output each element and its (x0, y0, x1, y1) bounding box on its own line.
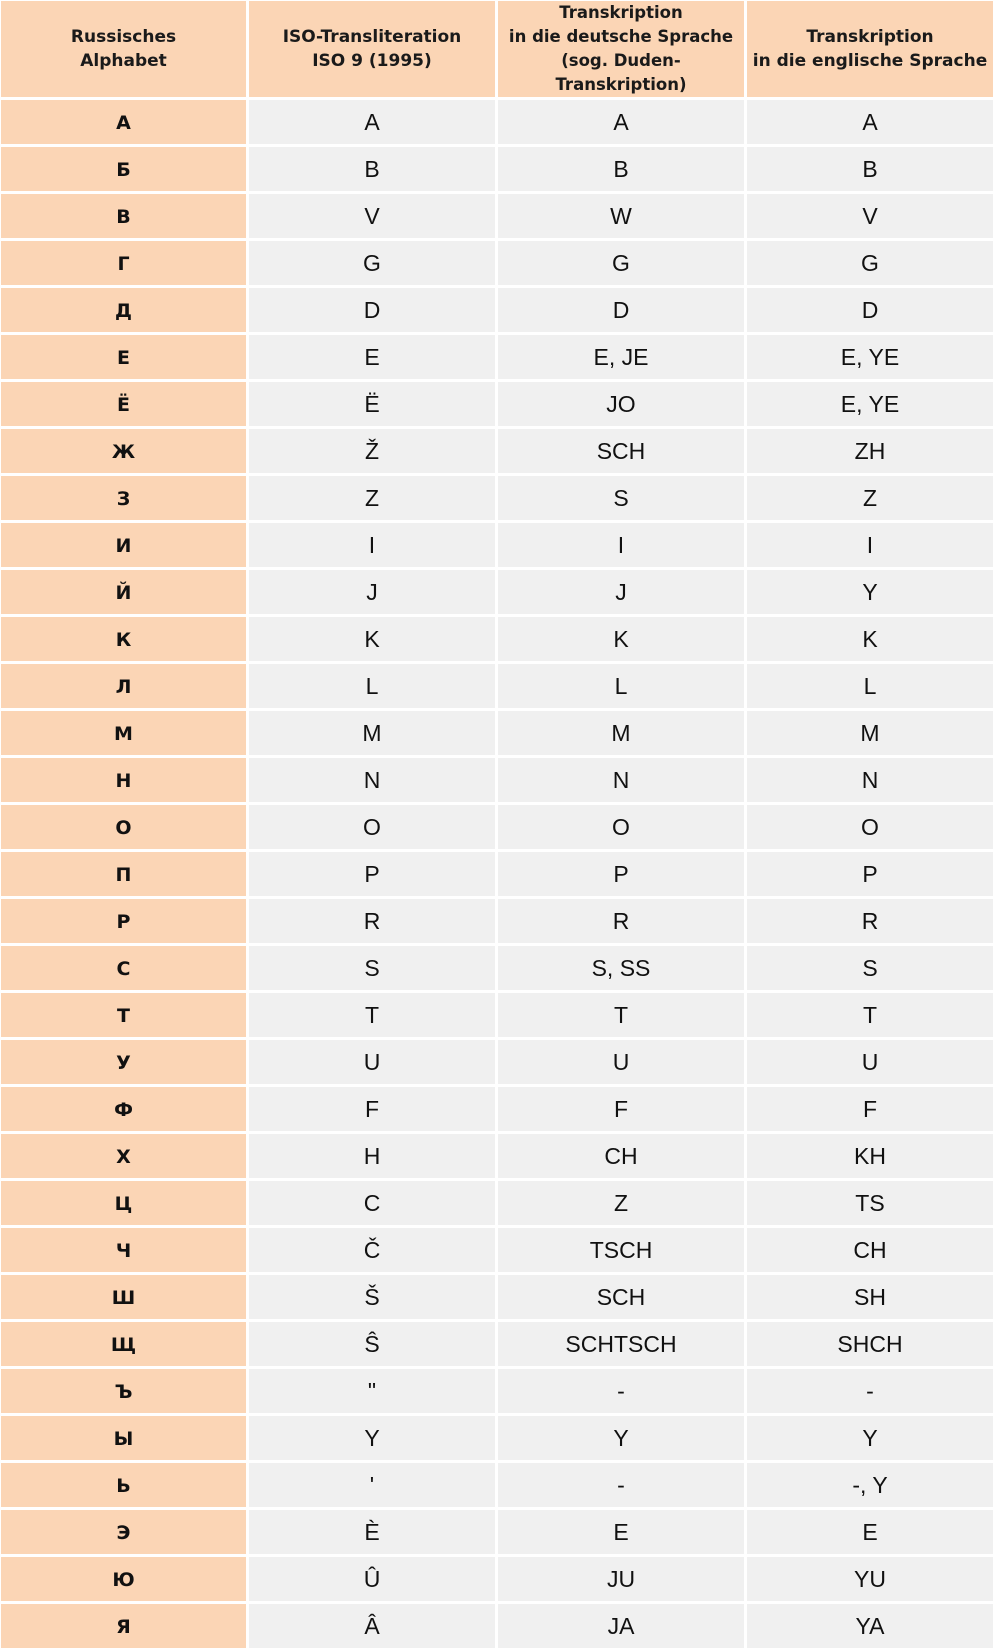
iso-cell: N (249, 758, 495, 802)
german-cell: P (498, 852, 744, 896)
table-row (1, 1134, 993, 1178)
german-cell: B (498, 147, 744, 191)
german-cell: N (498, 758, 744, 802)
iso-cell: Ž (249, 429, 495, 473)
iso-cell: Y (249, 1416, 495, 1460)
table-row (1, 1087, 993, 1131)
table-row (1, 288, 993, 332)
iso-cell: Ŝ (249, 1322, 495, 1366)
table-row (1, 1369, 993, 1413)
russian-letter-cell: Н (1, 758, 246, 802)
table-row (1, 147, 993, 191)
english-cell: E (747, 1510, 993, 1554)
iso-cell: S (249, 946, 495, 990)
german-cell: F (498, 1087, 744, 1131)
iso-cell: Ë (249, 382, 495, 426)
iso-cell: J (249, 570, 495, 614)
iso-cell: Â (249, 1604, 495, 1648)
english-cell: -, Y (747, 1463, 993, 1507)
iso-cell: F (249, 1087, 495, 1131)
german-cell: U (498, 1040, 744, 1084)
german-cell: S, SS (498, 946, 744, 990)
table-row (1, 1040, 993, 1084)
german-cell: E (498, 1510, 744, 1554)
german-cell: SCH (498, 429, 744, 473)
english-cell: E, YE (747, 335, 993, 379)
german-cell: JU (498, 1557, 744, 1601)
iso-cell: Z (249, 476, 495, 520)
iso-cell: A (249, 100, 495, 144)
russian-letter-cell: Г (1, 241, 246, 285)
english-cell: G (747, 241, 993, 285)
russian-letter-cell: С (1, 946, 246, 990)
english-cell: TS (747, 1181, 993, 1225)
iso-cell: M (249, 711, 495, 755)
english-cell: Z (747, 476, 993, 520)
iso-cell: Č (249, 1228, 495, 1272)
table-row (1, 805, 993, 849)
english-cell: K (747, 617, 993, 661)
german-cell: SCH (498, 1275, 744, 1319)
german-cell: O (498, 805, 744, 849)
english-cell: B (747, 147, 993, 191)
english-cell: R (747, 899, 993, 943)
english-cell: SH (747, 1275, 993, 1319)
iso-cell: ' (249, 1463, 495, 1507)
english-cell: KH (747, 1134, 993, 1178)
iso-cell: D (249, 288, 495, 332)
iso-cell: C (249, 1181, 495, 1225)
english-cell: U (747, 1040, 993, 1084)
russian-letter-cell: Е (1, 335, 246, 379)
russian-letter-cell: О (1, 805, 246, 849)
table-row (1, 1181, 993, 1225)
table-row (1, 993, 993, 1037)
iso-cell: U (249, 1040, 495, 1084)
german-cell: I (498, 523, 744, 567)
russian-letter-cell: Ё (1, 382, 246, 426)
iso-cell: G (249, 241, 495, 285)
header-english-transcription: Transkription in die englische Sprache (747, 1, 993, 97)
german-cell: SCHTSCH (498, 1322, 744, 1366)
iso-cell: I (249, 523, 495, 567)
english-cell: F (747, 1087, 993, 1131)
english-cell: M (747, 711, 993, 755)
english-cell: L (747, 664, 993, 708)
english-cell: SHCH (747, 1322, 993, 1366)
german-cell: J (498, 570, 744, 614)
russian-letter-cell: Ф (1, 1087, 246, 1131)
table-row (1, 1463, 993, 1507)
header-russian-alphabet: Russisches Alphabet (1, 1, 246, 97)
table-row (1, 946, 993, 990)
german-cell: A (498, 100, 744, 144)
german-cell: K (498, 617, 744, 661)
iso-cell: T (249, 993, 495, 1037)
german-cell: TSCH (498, 1228, 744, 1272)
russian-letter-cell: Ж (1, 429, 246, 473)
russian-letter-cell: К (1, 617, 246, 661)
german-cell: G (498, 241, 744, 285)
table-row (1, 617, 993, 661)
russian-letter-cell: Я (1, 1604, 246, 1648)
german-cell: R (498, 899, 744, 943)
table-row (1, 476, 993, 520)
table-row (1, 1275, 993, 1319)
english-cell: O (747, 805, 993, 849)
iso-cell: H (249, 1134, 495, 1178)
table-row (1, 382, 993, 426)
russian-letter-cell: Х (1, 1134, 246, 1178)
iso-cell: P (249, 852, 495, 896)
russian-letter-cell: Ц (1, 1181, 246, 1225)
russian-letter-cell: З (1, 476, 246, 520)
table-row (1, 899, 993, 943)
table-row (1, 100, 993, 144)
german-cell: JO (498, 382, 744, 426)
header-german-transcription: Transkription in die deutsche Sprache (sog. Duden-Transkription) (498, 1, 744, 97)
iso-cell: " (249, 1369, 495, 1413)
russian-letter-cell: В (1, 194, 246, 238)
russian-letter-cell: Й (1, 570, 246, 614)
german-cell: D (498, 288, 744, 332)
table-row (1, 664, 993, 708)
table-row (1, 429, 993, 473)
russian-letter-cell: Ъ (1, 1369, 246, 1413)
english-cell: - (747, 1369, 993, 1413)
russian-letter-cell: Ш (1, 1275, 246, 1319)
russian-letter-cell: Р (1, 899, 246, 943)
german-cell: T (498, 993, 744, 1037)
russian-letter-cell: Д (1, 288, 246, 332)
english-cell: E, YE (747, 382, 993, 426)
russian-letter-cell: Ч (1, 1228, 246, 1272)
table-row (1, 1228, 993, 1272)
iso-cell: O (249, 805, 495, 849)
iso-cell: B (249, 147, 495, 191)
english-cell: YA (747, 1604, 993, 1648)
table-row (1, 1557, 993, 1601)
german-cell: - (498, 1369, 744, 1413)
table-row (1, 1604, 993, 1648)
russian-letter-cell: Б (1, 147, 246, 191)
russian-letter-cell: Ы (1, 1416, 246, 1460)
english-cell: A (747, 100, 993, 144)
russian-letter-cell: У (1, 1040, 246, 1084)
english-cell: S (747, 946, 993, 990)
table-row (1, 852, 993, 896)
table-row (1, 241, 993, 285)
iso-cell: K (249, 617, 495, 661)
english-cell: CH (747, 1228, 993, 1272)
english-cell: Y (747, 1416, 993, 1460)
german-cell: S (498, 476, 744, 520)
russian-letter-cell: Т (1, 993, 246, 1037)
german-cell: Z (498, 1181, 744, 1225)
german-cell: W (498, 194, 744, 238)
russian-letter-cell: Ю (1, 1557, 246, 1601)
russian-letter-cell: П (1, 852, 246, 896)
iso-cell: Û (249, 1557, 495, 1601)
header-iso-transliteration: ISO-Transliteration ISO 9 (1995) (249, 1, 495, 97)
header-row (1, 1, 993, 97)
russian-letter-cell: Л (1, 664, 246, 708)
iso-cell: V (249, 194, 495, 238)
table-body (1, 100, 993, 1648)
iso-cell: È (249, 1510, 495, 1554)
russian-letter-cell: М (1, 711, 246, 755)
table-row (1, 570, 993, 614)
iso-cell: E (249, 335, 495, 379)
russian-letter-cell: А (1, 100, 246, 144)
table-row (1, 194, 993, 238)
table-row (1, 523, 993, 567)
table-row (1, 1322, 993, 1366)
german-cell: JA (498, 1604, 744, 1648)
table-row (1, 1416, 993, 1460)
russian-letter-cell: И (1, 523, 246, 567)
table-row (1, 758, 993, 802)
english-cell: ZH (747, 429, 993, 473)
russian-letter-cell: Ь (1, 1463, 246, 1507)
iso-cell: L (249, 664, 495, 708)
english-cell: I (747, 523, 993, 567)
german-cell: M (498, 711, 744, 755)
german-cell: Y (498, 1416, 744, 1460)
german-cell: - (498, 1463, 744, 1507)
german-cell: CH (498, 1134, 744, 1178)
english-cell: T (747, 993, 993, 1037)
table-row (1, 711, 993, 755)
german-cell: E, JE (498, 335, 744, 379)
iso-cell: Š (249, 1275, 495, 1319)
table-row (1, 335, 993, 379)
german-cell: L (498, 664, 744, 708)
english-cell: P (747, 852, 993, 896)
english-cell: D (747, 288, 993, 332)
english-cell: N (747, 758, 993, 802)
russian-letter-cell: Э (1, 1510, 246, 1554)
english-cell: Y (747, 570, 993, 614)
iso-cell: R (249, 899, 495, 943)
english-cell: V (747, 194, 993, 238)
english-cell: YU (747, 1557, 993, 1601)
table-row (1, 1510, 993, 1554)
russian-letter-cell: Щ (1, 1322, 246, 1366)
